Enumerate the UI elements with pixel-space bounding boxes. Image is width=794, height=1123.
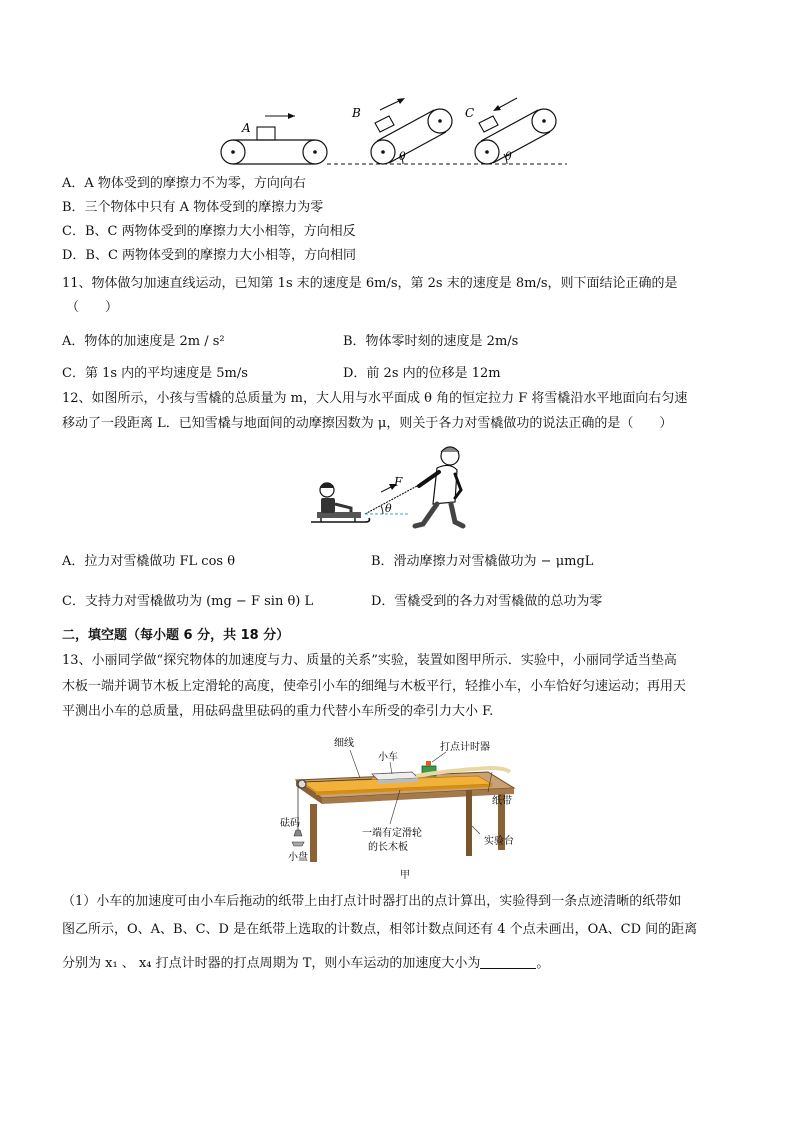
q13-line1: 13、小丽同学做“探究物体的加速度与力、质量的关系”实验，装置如图甲所示．实验中，小丽同学适当垫高 — [62, 653, 677, 668]
label-theta-2: θ — [505, 150, 512, 163]
q11-option-b[interactable]: B．物体零时刻的速度是 2m/s — [343, 334, 519, 349]
label-board-1: 一端有定滑轮 — [362, 828, 422, 839]
belt-c — [475, 98, 556, 164]
q12-option-b[interactable]: B．滑动摩擦力对雪橇做功为 − μmgL — [371, 554, 594, 569]
label-a: A — [242, 121, 251, 135]
label-b: B — [352, 106, 361, 120]
q12-option-a[interactable]: A．拉力对雪橇做功 FL cos θ — [62, 554, 236, 569]
q10-option-b[interactable]: B．三个物体中只有 A 物体受到的摩擦力为零 — [62, 200, 324, 215]
q12-stem-line1: 12、如图所示，小孩与雪橇的总质量为 m，大人用与水平面成 θ 角的恒定拉力 F 将雪橇沿水平地面向右匀速 — [62, 391, 688, 406]
q13-sub1-line3 — [62, 954, 549, 974]
q12-option-d[interactable]: D．雪橇受到的各力对雪橇做的总功为零 — [371, 594, 603, 609]
q13-line3: 平测出小车的总质量，用砝码盘里砝码的重力代替小车所受的牵引力大小 F. — [62, 704, 494, 719]
label-force-f: F — [394, 475, 403, 489]
q11-option-d[interactable]: D．前 2s 内的位移是 12m — [343, 366, 501, 381]
label-weight: 砝码 — [280, 818, 300, 829]
label-pan: 小盘 — [288, 852, 308, 863]
q12-stem-line2: 移动了一段距离 L．已知雪橇与地面间的动摩擦因数为 μ，则关于各力对雪橇做功的说法正确的是（ ） — [62, 416, 673, 431]
adult-pulling — [415, 447, 463, 526]
label-timer: 打点计时器 — [440, 742, 490, 753]
label-theta-1: θ — [399, 150, 406, 163]
cart — [372, 772, 418, 784]
q13-line2: 木板一端并调节木板上定滑轮的高度，使牵引小车的细绳与木板平行，轻推小车，小车恰好匀速运动；再用天 — [62, 679, 687, 694]
q13-sub1-line3-text: 分别为 x₁ 、 x₄ 打点计时器的打点周期为 T，则小车运动的加速度大小为 — [62, 956, 481, 971]
q11-option-a[interactable]: A．物体的加速度是 2m / s² — [62, 334, 225, 349]
q11-option-c[interactable]: C．第 1s 内的平均速度是 5m/s — [62, 366, 248, 381]
section-fill-in-title: 二，填空题（每小题 6 分，共 18 分） — [62, 628, 290, 643]
label-c: C — [465, 106, 475, 120]
q13-sub1-end: 。 — [536, 956, 550, 971]
label-cart: 小车 — [378, 752, 398, 763]
apparatus-figure — [280, 732, 530, 882]
figure-caption-jia: 甲 — [400, 870, 410, 881]
q11-stem: 11、物体做匀加速直线运动，已知第 1s 末的速度是 6m/s，第 2s 末的速度是 8m/s，则下面结论正确的是 — [62, 276, 678, 291]
conveyor-belt-figure — [215, 96, 575, 170]
q10-option-c[interactable]: C．B、C 两物体受到的摩擦力大小相等，方向相反 — [62, 224, 356, 239]
q12-option-c[interactable]: C．支持力对雪橇做功为 (mg − F sin θ) L — [62, 594, 314, 609]
answer-blank[interactable] — [480, 954, 536, 969]
sled-figure — [305, 442, 475, 532]
label-angle-theta: θ — [385, 502, 392, 515]
label-board-2: 的长木板 — [368, 842, 408, 853]
q13-sub1-line2: 图乙所示，O、A、B、C、D 是在纸带上选取的计数点，相邻计数点间还有 4 个点未画出，OA、CD 间的距离 — [62, 922, 698, 937]
q10-option-a[interactable]: A．A 物体受到的摩擦力不为零，方向向右 — [62, 176, 306, 191]
belt-a — [221, 113, 327, 164]
label-string: 细线 — [334, 738, 354, 749]
label-table: 实验台 — [484, 836, 514, 847]
sled-with-child — [311, 483, 370, 522]
label-tape: 纸带 — [492, 796, 512, 807]
belt-b — [371, 98, 452, 164]
q11-bracket: （ ） — [66, 300, 119, 315]
q10-option-d[interactable]: D．B、C 两物体受到的摩擦力大小相等，方向相同 — [62, 248, 357, 263]
q13-sub1-line1: （1）小车的加速度可由小车后拖动的纸带上由打点计时器打出的点计算出，实验得到一条点迹清晰的纸带如 — [62, 894, 682, 909]
